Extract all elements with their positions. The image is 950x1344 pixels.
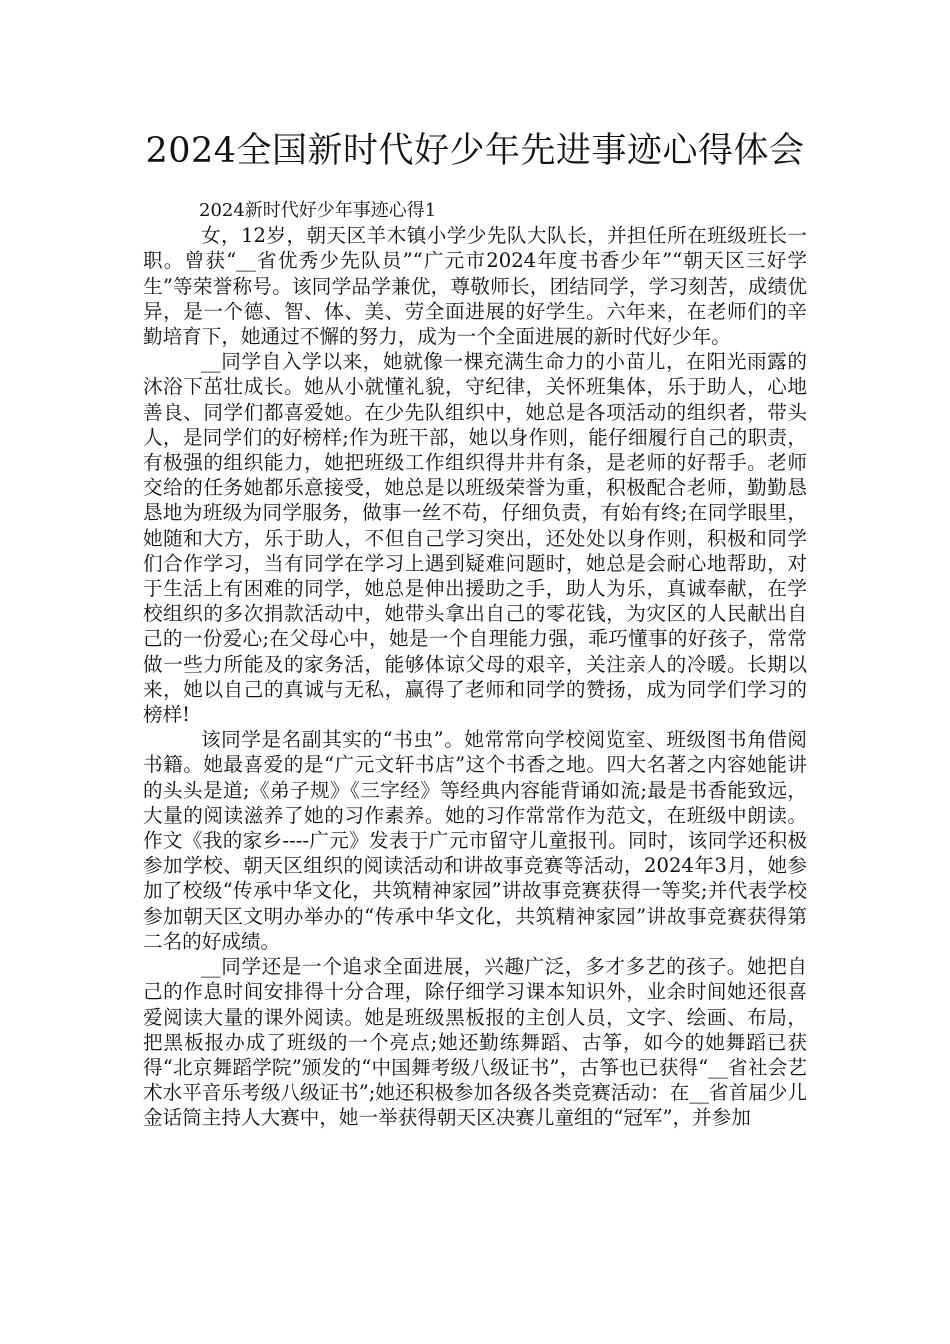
paragraph-3: 该同学是名副其实的“书虫”。她常常向学校阅览室、班级图书角借阅书籍。她最喜爱的是“广元文轩书店”这个书香之地。四大名著之内容她能讲的头头是道;《弟子规》《三字经》等经典内容能背诵如流;最是书香能致远，大量的阅读滋养了她的习作素养。她的习作常常作为范文，在班级中朗读。作文《我的家乡----广元》发表于广元市留守儿童报刊。同时，该同学还积极参加学校、朝天区组织的阅读活动和讲故事竞赛等活动，2024年3月，她参加了校级“传承中华文化，共筑精神家园”讲故事竞赛获得一等奖;并代表学校参加朝天区文明办举办的“传承中华文化，共筑精神家园”讲故事竞赛获得第二名的好成绩。 [143, 728, 807, 953]
document-body [143, 198, 807, 1131]
section-subtitle: 2024新时代好少年事迹心得1 [199, 200, 437, 221]
document-title: 2024全国新时代好少年先进事迹心得体会 [145, 131, 805, 171]
paragraph-1: 女，12岁，朝天区羊木镇小学少先队大队长，并担任所在班级班长一职。曾获“__省优秀少先队员”“广元市2024年度书香少年”“朝天区三好学生”等荣誉称号。该同学品学兼优，尊敬师长，团结同学，学习刻苦，成绩优异，是一个德、智、体、美、劳全面进展的好学生。六年来，在老师们的辛勤培育下，她通过不懈的努力，成为一个全面进展的新时代好少年。 [143, 224, 807, 349]
paragraph-2: __同学自入学以来，她就像一棵充满生命力的小苗儿，在阳光雨露的沐浴下茁壮成长。她从小就懂礼貌，守纪律，关怀班集体，乐于助人，心地善良、同学们都喜爱她。在少先队组织中，她总是各项活动的组织者，带头人，是同学们的好榜样;作为班干部，她以身作则，能仔细履行自己的职责，有极强的组织能力，她把班级工作组织得井井有条，是老师的好帮手。老师交给的任务她都乐意接受，她总是以班级荣誉为重，积极配合老师，勤勤恳恳地为班级为同学服务，做事一丝不苟，仔细负责，有始有终;在同学眼里，她随和大方，乐于助人，不但自己学习突出，还处处以身作则，积极和同学们合作学习，当有同学在学习上遇到疑难问题时，她总是会耐心地帮助，对于生活上有困难的同学，她总是伸出援助之手，助人为乐，真诚奉献，在学校组织的多次捐款活动中，她带头拿出自己的零花钱，为灾区的人民献出自己的一份爱心;在父母心中，她是一个自理能力强，乖巧懂事的好孩子，常常做一些力所能及的家务活，能够体谅父母的艰辛，关注亲人的冷暖。长期以来，她以自己的真诚与无私，赢得了老师和同学的赞扬，成为同学们学习的榜样! [143, 350, 807, 727]
paragraph-4: __同学还是一个追求全面进展，兴趣广泛，多才多艺的孩子。她把自己的作息时间安排得十分合理，除仔细学习课本知识外，业余时间她还很喜爱阅读大量的课外阅读。她是班级黑板报的主创人员，文字、绘画、布局，把黑板报办成了班级的一个亮点;她还勤练舞蹈、古筝，如今的她舞蹈已获得“北京舞蹈学院”颁发的“中国舞考级八级证书”，古筝也已获得“__省社会艺术水平音乐考级八级证书”;她还积极参加各级各类竞赛活动：在__省首届少儿金话筒主持人大赛中，她一举获得朝天区决赛儿童组的“冠军”，并参加 [143, 955, 807, 1130]
